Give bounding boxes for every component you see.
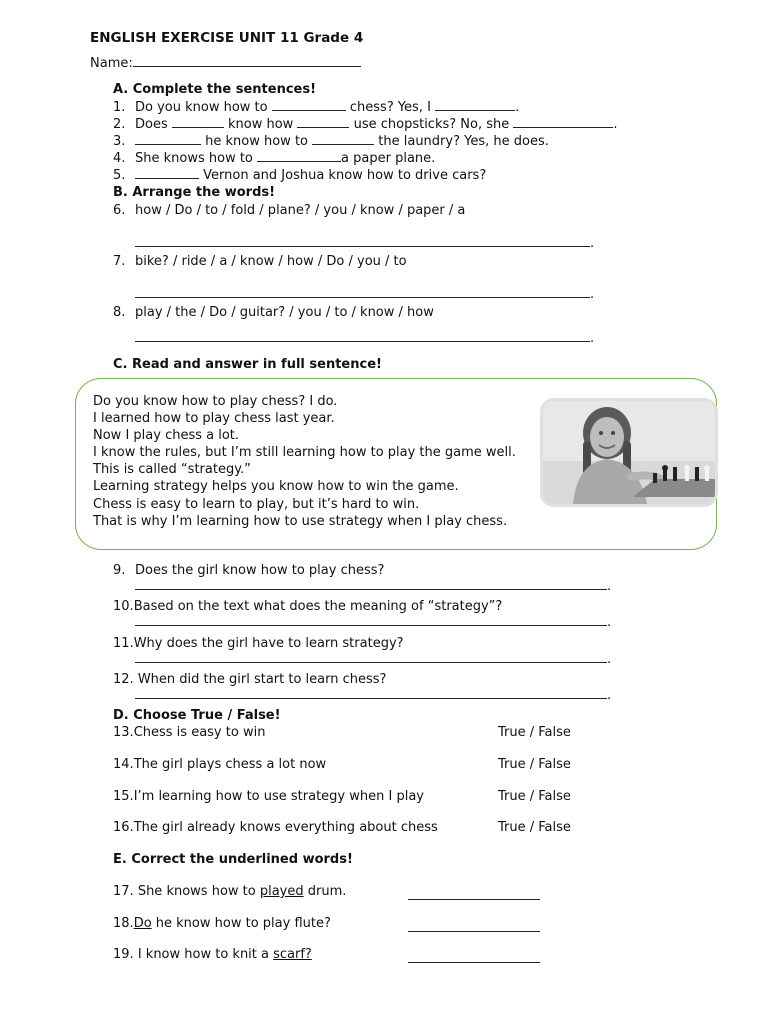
true-false-14[interactable]: True / False [498,757,571,772]
question-9: 9. Does the girl know how to play chess? [113,563,385,578]
answer-line-18 [408,916,540,932]
true-false-16[interactable]: True / False [498,820,571,835]
question-6: 6. how / Do / to / fold / plane? / you / know / paper / a [113,203,466,218]
name-field [90,56,361,71]
section-c-heading: C. Read and answer in full sentence! [113,357,382,372]
underlined-word: played [259,884,304,899]
name-label: Name: [90,56,133,71]
question-17: 17. She knows how to played drum. [113,884,347,899]
question-8: 8. play / the / Do / guitar? / you / to / know / how [113,305,434,320]
section-d-heading: D. Choose True / False! [113,708,281,723]
question-13: 13.Chess is easy to win [113,725,266,740]
question-12: 12. When did the girl start to learn chess? [113,672,387,687]
true-false-13[interactable]: True / False [498,725,571,740]
question-15: 15.I’m learning how to use strategy when I play [113,789,424,804]
blank[interactable] [135,144,201,145]
question-11: 11.Why does the girl have to learn strategy? [113,636,404,651]
blank[interactable] [312,144,374,145]
answer-line-9: . [135,579,611,594]
question-1: 1. Do you know how to chess? Yes, I . [113,100,520,115]
answer-line-17 [408,884,540,900]
section-e-heading: E. Correct the underlined words! [113,852,353,867]
question-14: 14.The girl plays chess a lot now [113,757,327,772]
answer-line-12: . [135,688,611,703]
section-a-heading: A. Complete the sentences! [113,82,317,97]
answer-line-10: . [135,615,611,630]
section-b-heading: B. Arrange the words! [113,185,276,200]
underlined-word: scarf? [273,947,312,962]
reading-passage: Do you know how to play chess? I do. I learned how to play chess last year. Now I play chess a lot. I know the rules, but I’m still learning how to play the game well. This is called “strategy.” Learning strategy helps you know how to win the game. Chess is easy to learn to play, but it’s hard to win. That is why I’m learning how to use strategy when I play chess. [93,394,516,529]
girl-playing-chess-photo [540,398,718,507]
question-18: 18.Do he know how to play flute? [113,916,331,931]
question-4: 4. She knows how to a paper plane. [113,151,436,166]
question-10: 10.Based on the text what does the meaning of “strategy”? [113,599,503,614]
question-2: 2. Does know how use chopsticks? No, she . [113,117,618,132]
question-3: 3. he know how to the laundry? Yes, he does. [113,134,549,149]
answer-line-11: . [135,652,611,667]
blank[interactable] [257,161,341,162]
question-16: 16.The girl already knows everything about chess [113,820,438,835]
question-19: 19. I know how to knit a scarf? [113,947,312,962]
answer-line-19 [408,947,540,963]
name-blank[interactable] [133,66,361,67]
blank[interactable] [513,127,613,128]
answer-line-6: . [135,236,594,251]
blank[interactable] [172,127,224,128]
blank[interactable] [435,110,515,111]
answer-line-7: . [135,287,594,302]
question-7: 7. bike? / ride / a / know / how / Do / you / to [113,254,407,269]
blank[interactable] [297,127,349,128]
underlined-word: Do [133,916,152,931]
blank[interactable] [135,178,199,179]
blank[interactable] [272,110,346,111]
worksheet-title: ENGLISH EXERCISE UNIT 11 Grade 4 [90,30,364,46]
question-5: 5. Vernon and Joshua know how to drive cars? [113,168,487,183]
answer-line-8: . [135,331,594,346]
true-false-15[interactable]: True / False [498,789,571,804]
